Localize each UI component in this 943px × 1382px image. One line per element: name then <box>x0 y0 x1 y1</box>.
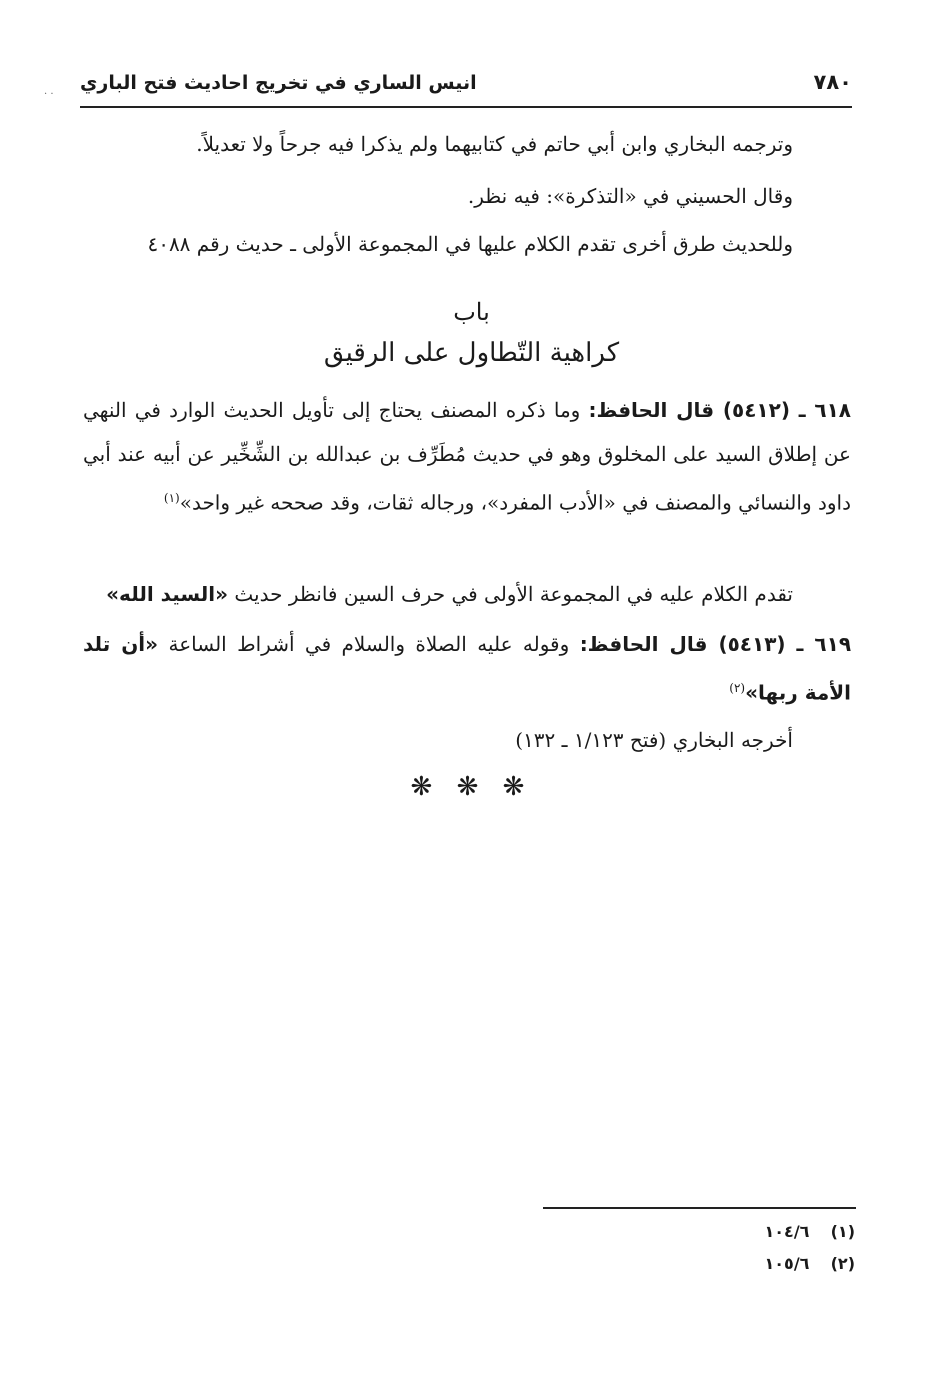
running-title: انيس الساري في تخريج احاديث فتح الباري <box>80 72 477 94</box>
hadith-619-number: ٦١٩ ـ (٥٤١٣) قال الحافظ: <box>579 632 852 656</box>
intro-line-1: وترجمه البخاري وابن أبي حاتم في كتابيهما ولم يذكرا فيه جرحاً ولا تعديلاً. <box>196 132 793 156</box>
footnote-1-text: ١٠٤/٦ <box>764 1222 810 1241</box>
hadith-618-text: وما ذكره المصنف يحتاج إلى تأويل الحديث الوارد في النهي عن إطلاق السيد على المخلوق وهو في حديث مُطَرِّف بن عبدالله بن الشِّخِّير عن أبيه عند أبي داود والنسائي والمصنف في «الأدب المفرد»، ورجاله ثقات، وقد صححه غير واحد» <box>83 398 851 515</box>
footnote-rule <box>543 1207 856 1209</box>
intro-line-2: وقال الحسيني في «التذكرة»: فيه نظر. <box>467 184 793 208</box>
footnote-2-text: ١٠٥/٦ <box>764 1254 810 1273</box>
footnote-2-mark: (٢) <box>830 1254 855 1273</box>
hadith-618-note-text: تقدم الكلام عليه في المجموعة الأولى في حرف السين فانظر حديث <box>234 582 793 606</box>
header-rule <box>80 106 852 108</box>
hadith-618-number: ٦١٨ ـ (٥٤١٢) قال الحافظ: <box>588 398 851 422</box>
hadith-619-quote: «أن تلد الأمة ربها» <box>83 632 851 705</box>
chapter-title: كراهية التّطاول على الرقيق <box>323 338 620 368</box>
footnote-2 <box>765 1254 855 1273</box>
page-number: ٧٨٠ <box>813 70 852 94</box>
footnote-ref-1: (١) <box>163 491 180 505</box>
page-header <box>80 70 852 104</box>
intro-line-3: وللحديث طرق أخرى تقدم الكلام عليها في المجموعة الأولى ـ حديث رقم ٤٠٨٨ <box>147 232 793 256</box>
hadith-619 <box>83 622 851 715</box>
hadith-618-note <box>83 572 793 616</box>
footnote-1 <box>765 1222 855 1241</box>
hadith-618-note-ref: «السيد الله» <box>106 582 229 606</box>
footnote-1-mark: (١) <box>830 1222 855 1241</box>
hadith-618 <box>83 388 851 525</box>
footnote-ref-2: (٢) <box>729 681 746 695</box>
header-dots: . . <box>44 86 54 97</box>
hadith-619-takhrij: أخرجه البخاري (فتح ١/١٢٣ ـ ١٣٢) <box>515 728 793 752</box>
hadith-619-text: وقوله عليه الصلاة والسلام في أشراط الساعة <box>168 632 570 656</box>
ornament-divider: ❋ ❋ ❋ <box>410 772 533 802</box>
chapter-bab: باب <box>453 298 490 326</box>
